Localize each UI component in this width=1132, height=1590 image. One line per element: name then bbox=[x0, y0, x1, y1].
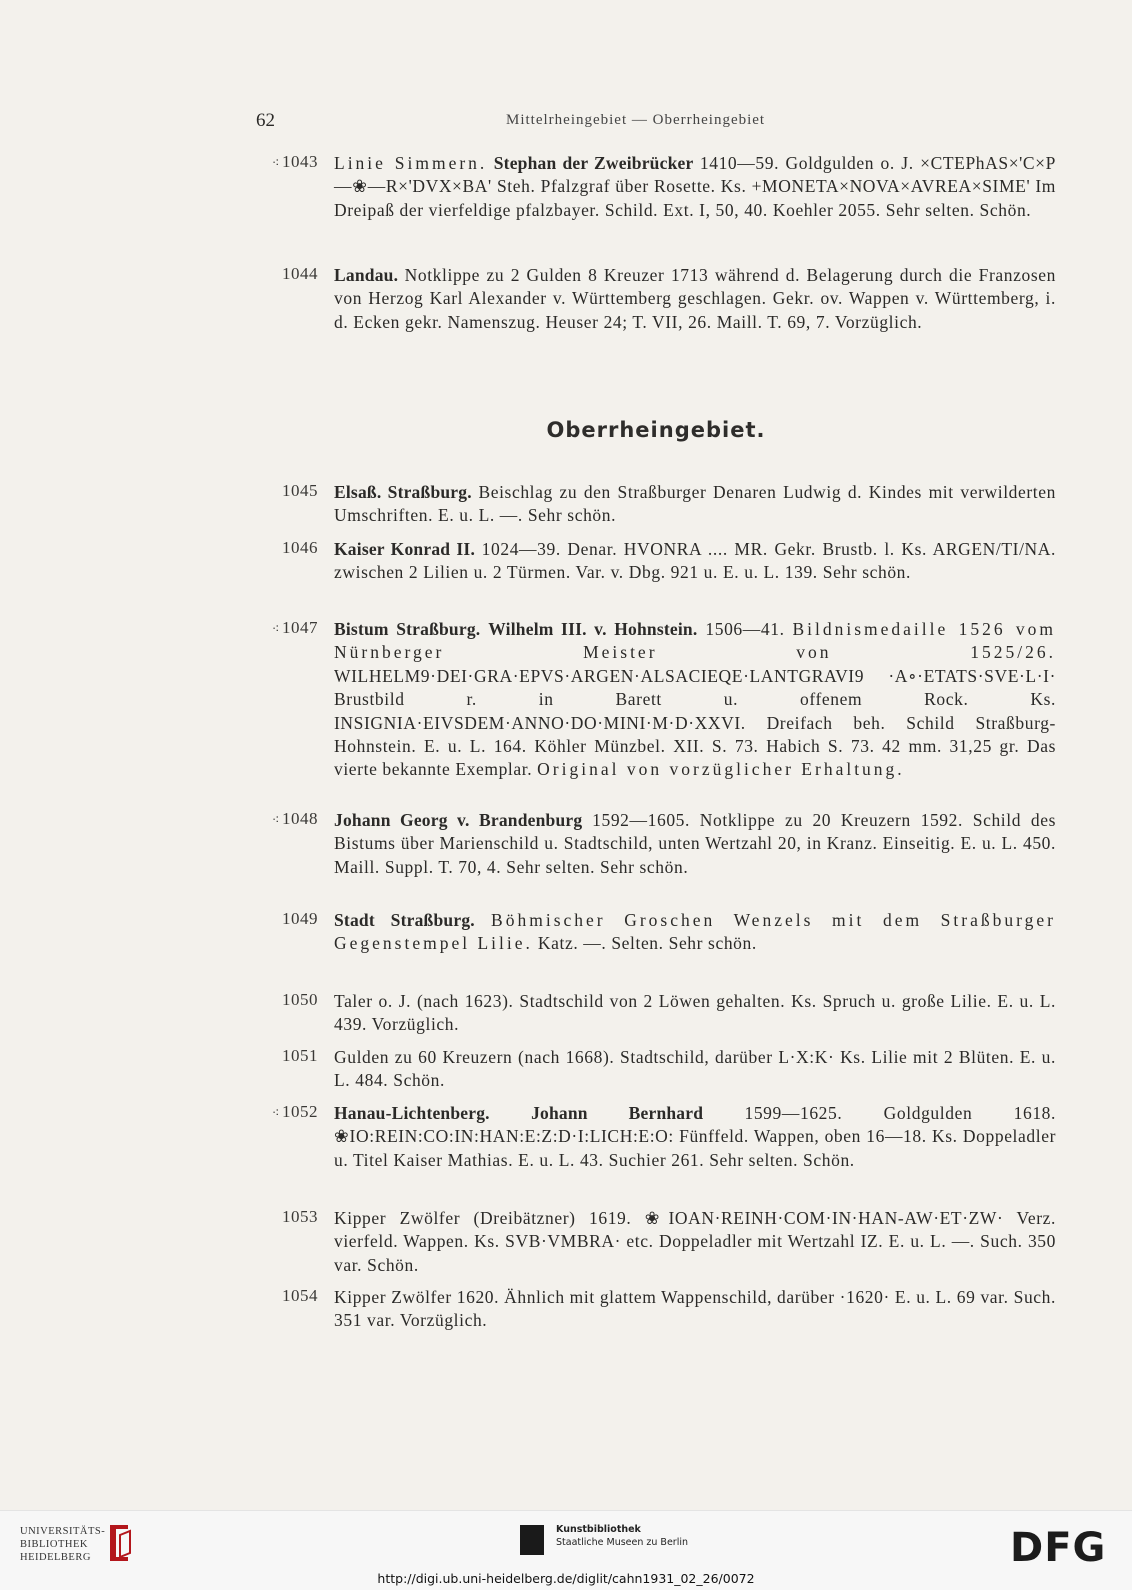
entry-heading: Bistum Straßburg. bbox=[334, 619, 481, 639]
star-marker: ⁖ bbox=[271, 621, 280, 636]
entry-number: 1054 bbox=[282, 1286, 318, 1305]
entry-text-run: Kipper Zwölfer (Dreibätzner) 1619. ❀IOAN·REINH·COM·IN·HAN-AW·ET·ZW· Verz. vierfeld. Wappen. Ks. SVB·VMBRA· etc. Doppeladler mit Wertzahl IZ. E. u. L. —. Such. 350 var. Schön. bbox=[334, 1208, 1056, 1275]
star-marker: ⁖ bbox=[271, 812, 280, 827]
entry-number: 1046 bbox=[282, 538, 318, 557]
entry-number: 1050 bbox=[282, 990, 318, 1009]
entry-heading: Kaiser Konrad II. bbox=[334, 539, 476, 559]
kunstbibliothek-logo-icon[interactable] bbox=[520, 1525, 544, 1555]
catalog-entry bbox=[256, 538, 1056, 585]
entry-text bbox=[334, 1207, 1056, 1277]
entry-text bbox=[334, 152, 1056, 222]
entry-text-run: Notklippe zu 2 Gulden 8 Kreuzer 1713 während d. Belagerung durch die Franzosen von Herzog Karl Alexander v. Württemberg geschlagen. Gekr. ov. Wappen v. Württemberg, i. d. Ecken gekr. Namenszug. Heuser 24; T. VII, 26. Maill. T. 69, 7. Vorzüglich. bbox=[334, 265, 1056, 332]
entry-text-run: Linie Simmern. bbox=[334, 153, 488, 173]
entry-text bbox=[334, 264, 1056, 334]
entry-text bbox=[334, 618, 1056, 782]
entry-text-run: Gulden zu 60 Kreuzern (nach 1668). Stadtschild, darüber L·X:K· Ks. Lilie mit 2 Blüten. E. u. L. 484. Schön. bbox=[334, 1047, 1056, 1091]
entry-heading: Stadt Straßburg. bbox=[334, 910, 475, 930]
university-library-label[interactable]: UNIVERSITÄTS- BIBLIOTHEK HEIDELBERG bbox=[20, 1526, 106, 1563]
entry-text-run: Böhmischer Groschen Wenzels mit dem Straßburger Gegenstempel Lilie. bbox=[334, 910, 1056, 954]
page-header bbox=[256, 110, 1056, 140]
entry-text bbox=[334, 1286, 1056, 1333]
entry-text-run: Bildnismedaille 1526 vom Nürnberger Meister von 1525/26. bbox=[334, 619, 1057, 663]
catalog-entry bbox=[256, 264, 1056, 334]
kunstbibliothek-label[interactable]: Kunstbibliothek Staatliche Museen zu Berlin bbox=[556, 1524, 689, 1548]
entry-heading: Elsaß. Straßburg. bbox=[334, 482, 472, 502]
entry-text bbox=[334, 809, 1056, 879]
viewer-footer bbox=[0, 1510, 1132, 1590]
entry-heading: Wilhelm III. v. Hohnstein. bbox=[488, 619, 698, 639]
entry-text-run: 1506—41. bbox=[697, 619, 793, 639]
entry-text-run: 1599—1625. Goldgulden 1618. ❀IO:REIN:CO:IN:HAN:E:Z:D·I:LICH:E:O: Fünffeld. Wappen, oben 16—18. Ks. Doppeladler u. Titel Kaiser Mathias. E. u. L. 43. Suchier 261. Sehr selten. Schön. bbox=[334, 1103, 1056, 1170]
entry-text-run bbox=[490, 1103, 531, 1123]
entry-text-run: Original von vorzüglicher Erhaltung. bbox=[537, 759, 905, 780]
catalog-entry bbox=[256, 618, 1056, 782]
catalog-entry bbox=[256, 990, 1056, 1037]
entry-heading: Landau. bbox=[334, 265, 399, 285]
catalog-entry bbox=[256, 1102, 1056, 1172]
entry-text-run: Kipper Zwölfer 1620. Ähnlich mit glattem Wappenschild, darüber ·1620· E. u. L. 69 var. Such. 351 var. Vorzüglich. bbox=[334, 1287, 1056, 1331]
entry-number: 1045 bbox=[282, 481, 318, 500]
entry-number: 1049 bbox=[282, 909, 318, 928]
catalog-entry bbox=[256, 909, 1056, 956]
entry-text-run: 1592—1605. Notklippe zu 20 Kreuzern 1592. Schild des Bistums über Marienschild u. Stadtschild, unten Wertzahl 20, in Kranz. Einseitig. E. u. L. 450. Maill. Suppl. T. 70, 4. Sehr selten. Sehr schön. bbox=[334, 810, 1056, 877]
entry-number: ⁖ 1043 bbox=[271, 152, 318, 171]
entry-text-run: 1410—59. Goldgulden o. J. ×CTEPhAS×'C×P—❀—R×'DVX×BA' Steh. Pfalzgraf über Rosette. Ks. +MONETA×NOVA×AVREA×SIME' Im Dreipaß der vierfeldige pfalzbayer. Schild. Ext. I, 50, 40. Koehler 2055. Sehr selten. Schön. bbox=[334, 153, 1056, 220]
catalog-entry bbox=[256, 1286, 1056, 1333]
catalog-entry bbox=[256, 1046, 1056, 1093]
entry-number: 1053 bbox=[282, 1207, 318, 1226]
entry-number: ⁖ 1052 bbox=[271, 1102, 318, 1121]
entry-text bbox=[334, 481, 1056, 528]
permalink-url[interactable]: http://digi.ub.uni-heidelberg.de/diglit/cahn1931_02_26/0072 bbox=[377, 1571, 755, 1586]
entry-heading: Johann Georg v. Brandenburg bbox=[334, 810, 583, 830]
entry-text bbox=[334, 990, 1056, 1037]
entry-text-run: Katz. —. Selten. Sehr schön. bbox=[532, 933, 757, 954]
entry-number: 1044 bbox=[282, 264, 318, 283]
entry-text bbox=[334, 1046, 1056, 1093]
entry-text-run bbox=[475, 910, 491, 930]
page-number: 62 bbox=[256, 110, 275, 131]
entry-number: ⁖ 1047 bbox=[271, 618, 318, 637]
entry-heading: Hanau-Lichtenberg. bbox=[334, 1103, 490, 1123]
entry-text-run: Beischlag zu den Straßburger Denaren Ludwig d. Kindes mit verwilderten Umschriften. E. u. L. —. Sehr schön. bbox=[334, 482, 1056, 526]
running-title: Mittelrheingebiet — Oberrheingebiet bbox=[506, 112, 766, 128]
entry-heading: Johann Bernhard bbox=[531, 1103, 704, 1123]
star-marker: ⁖ bbox=[271, 1105, 280, 1120]
star-marker: ⁖ bbox=[271, 155, 280, 170]
catalog-entry bbox=[256, 152, 1056, 222]
university-logo-icon[interactable] bbox=[106, 1521, 132, 1563]
dfg-logo[interactable]: DFG bbox=[1010, 1525, 1107, 1571]
catalog-entry bbox=[256, 809, 1056, 879]
catalog-entry bbox=[256, 481, 1056, 528]
entry-heading: Stephan der Zweibrücker bbox=[493, 153, 694, 173]
entry-text-run: 1024—39. Denar. HVONRA .... MR. Gekr. Brustb. l. Ks. ARGEN/TI/NA. zwischen 2 Lilien u. 2 Türmen. Var. v. Dbg. 921 u. E. u. L. 139. Sehr schön. bbox=[334, 539, 1057, 583]
entry-text-run: WILHELM9·DEI·GRA·EPVS·ARGEN·ALSACIEQE·LANTGRAVI9 ·A∘·ETATS·SVE·L·I· Brustbild r. in Barett u. offenem Rock. Ks. INSIGNIA·EIVSDEM·ANNO·DO·MINI·M·D·XXVI. Dreifach beh. Schild Straßburg-Hohnstein. E. u. L. 164. Köhler Münzbel. XII. S. 73. Habich S. 73. 42 mm. 31,25 gr. Das vierte bekannte Exemplar. bbox=[334, 665, 1056, 780]
entry-text bbox=[334, 538, 1056, 585]
entry-text bbox=[334, 909, 1056, 956]
section-heading: Oberrheingebiet. bbox=[546, 418, 766, 442]
entry-text bbox=[334, 1102, 1056, 1172]
entry-number: ⁖ 1048 bbox=[271, 809, 318, 828]
catalog-entry bbox=[256, 1207, 1056, 1277]
entry-text-run: Taler o. J. (nach 1623). Stadtschild von 2 Löwen gehalten. Ks. Spruch u. große Lilie. E. u. L. 439. Vorzüglich. bbox=[334, 991, 1056, 1035]
entry-number: 1051 bbox=[282, 1046, 318, 1065]
